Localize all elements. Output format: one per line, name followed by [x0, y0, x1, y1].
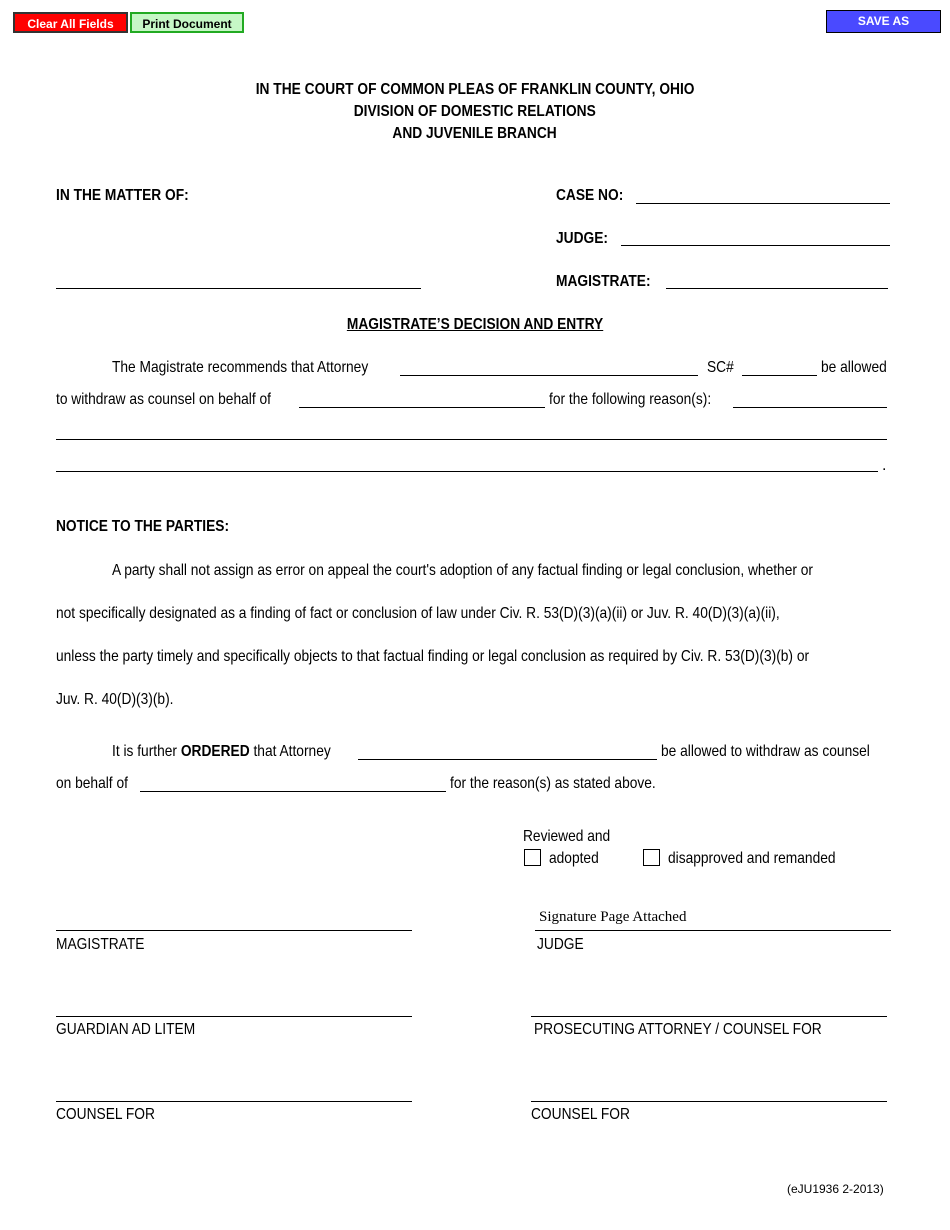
magistrate-signature-field[interactable] — [56, 930, 412, 931]
court-header — [0, 80, 950, 144]
judge-signature-label: JUDGE — [537, 936, 584, 953]
matter-label: IN THE MATTER OF: — [56, 187, 189, 204]
reasons-field-3[interactable] — [56, 471, 878, 472]
magistrate-signature-label: MAGISTRATE — [56, 936, 145, 953]
notice-line-3: unless the party timely and specifically objects to that factual finding or legal conclusion as required by Civ. R. 53(D)(3)(b) or — [56, 648, 810, 665]
counsel-right-signature-label: COUNSEL FOR — [531, 1106, 630, 1123]
reasons-field-2[interactable] — [56, 439, 887, 440]
notice-paragraph — [56, 549, 916, 721]
judge-label: JUDGE: — [556, 230, 608, 247]
court-header-line1: IN THE COURT OF COMMON PLEAS OF FRANKLIN COUNTY, OHIO — [255, 81, 695, 98]
notice-heading: NOTICE TO THE PARTIES: — [56, 518, 230, 535]
behalf-of-field[interactable] — [299, 407, 545, 408]
order-behalf-text: on behalf of — [56, 775, 128, 792]
ordered-behalf-field[interactable] — [140, 791, 446, 792]
save-as-button[interactable]: SAVE AS — [826, 10, 941, 33]
notice-line-2: not specifically designated as a finding of fact or conclusion of law under Civ. R. 53(D)(3)(a)(ii) or Juv. R. 40(D)(3)(a)(ii), — [56, 605, 780, 622]
judge-field[interactable] — [621, 245, 890, 246]
ordered-word: ORDERED — [180, 743, 250, 760]
court-header-line3: AND JUVENILE BRANCH — [392, 125, 558, 142]
sc-number-label: SC# — [707, 359, 734, 376]
magistrate-field[interactable] — [666, 288, 888, 289]
notice-line-1: A party shall not assign as error on appeal the court's adoption of any factual finding or legal conclusion, whether or — [112, 562, 813, 579]
recommends-text: The Magistrate recommends that Attorney — [112, 359, 369, 376]
form-id: (eJU1936 2-2013) — [787, 1182, 884, 1196]
clear-all-fields-button[interactable]: Clear All Fields — [13, 12, 128, 33]
disapproved-checkbox[interactable] — [643, 849, 660, 866]
decision-title: MAGISTRATE’S DECISION AND ENTRY — [346, 316, 604, 333]
order-behalf-suffix: for the reason(s) as stated above. — [450, 775, 656, 792]
case-no-field[interactable] — [636, 203, 890, 204]
order-text — [112, 742, 366, 762]
case-no-label: CASE NO: — [556, 187, 624, 204]
reasons-field-1[interactable] — [733, 407, 887, 408]
magistrate-label: MAGISTRATE: — [556, 273, 651, 290]
disapproved-label: disapproved and remanded — [668, 850, 836, 867]
judge-signature-field[interactable] — [535, 930, 891, 931]
be-allowed-text: be allowed — [821, 359, 887, 376]
guardian-signature-field[interactable] — [56, 1016, 412, 1017]
signature-page-note: Signature Page Attached — [539, 909, 687, 925]
sc-number-field[interactable] — [742, 375, 817, 376]
order-suffix: be allowed to withdraw as counsel — [661, 743, 870, 760]
prosecuting-signature-field[interactable] — [531, 1016, 887, 1017]
adopted-checkbox[interactable] — [524, 849, 541, 866]
reasons-label: for the following reason(s): — [549, 391, 712, 408]
counsel-left-signature-label: COUNSEL FOR — [56, 1106, 155, 1123]
court-header-line2: DIVISION OF DOMESTIC RELATIONS — [353, 103, 597, 120]
order-prefix: It is further — [112, 743, 177, 760]
guardian-signature-label: GUARDIAN AD LITEM — [56, 1021, 196, 1038]
attorney-name-field[interactable] — [400, 375, 698, 376]
reasons-period: . — [882, 457, 887, 474]
print-document-button[interactable]: Print Document — [130, 12, 244, 33]
ordered-attorney-field[interactable] — [358, 759, 657, 760]
notice-line-4: Juv. R. 40(D)(3)(b). — [56, 691, 174, 708]
matter-name-field[interactable] — [56, 288, 421, 289]
reviewed-label: Reviewed and — [523, 828, 611, 845]
order-that-attorney: that Attorney — [253, 743, 331, 760]
counsel-left-signature-field[interactable] — [56, 1101, 412, 1102]
prosecuting-signature-label: PROSECUTING ATTORNEY / COUNSEL FOR — [534, 1021, 822, 1038]
withdraw-text: to withdraw as counsel on behalf of — [56, 391, 271, 408]
counsel-right-signature-field[interactable] — [531, 1101, 887, 1102]
adopted-label: adopted — [549, 850, 599, 867]
